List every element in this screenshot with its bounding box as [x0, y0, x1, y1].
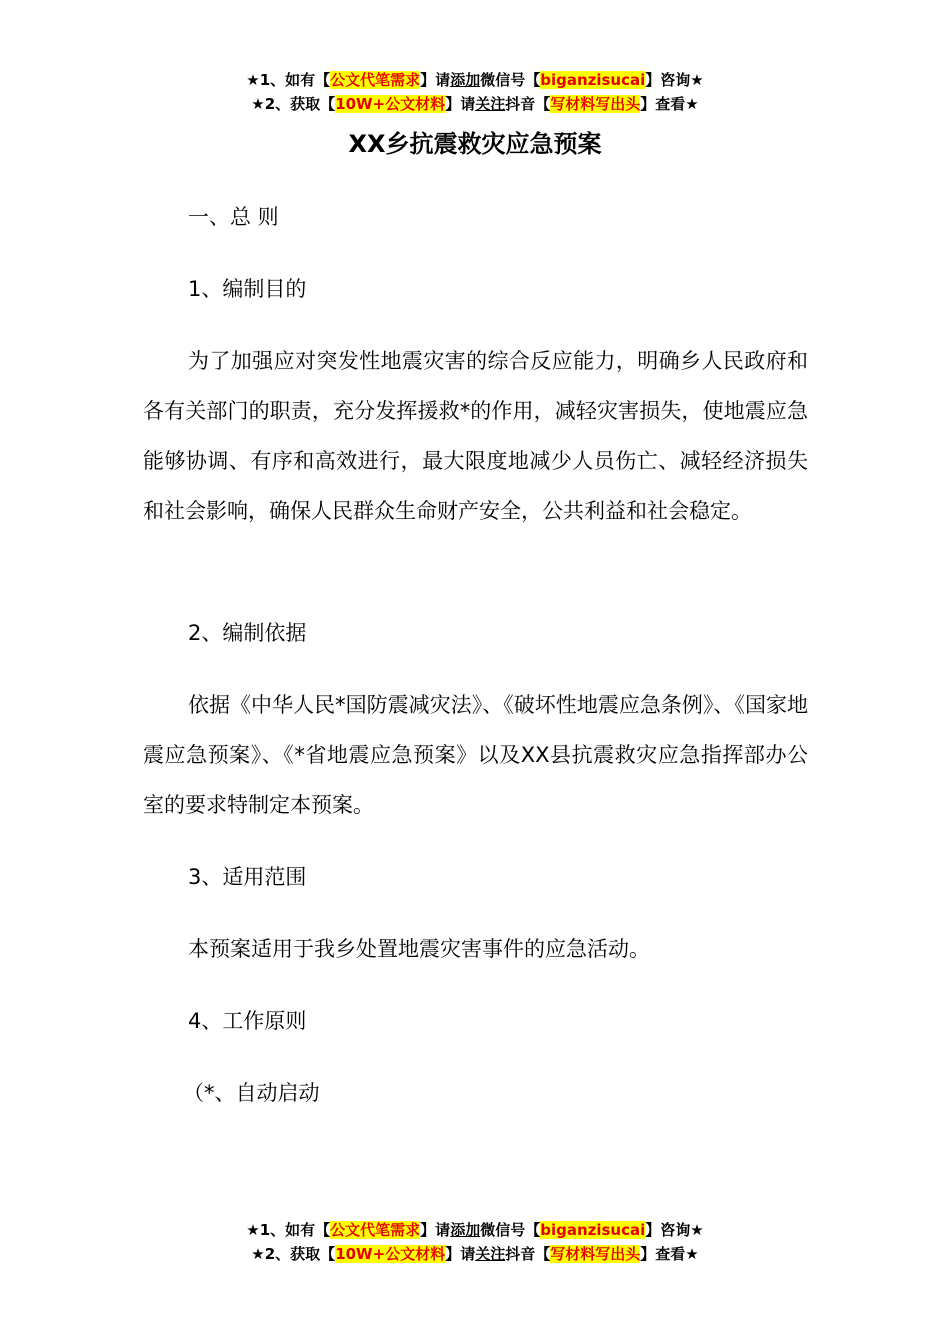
promo-text: ★2、获取【	[251, 1245, 336, 1263]
promo-text: 】咨询★	[645, 1221, 704, 1239]
item-heading: 2、编制依据	[188, 621, 307, 645]
promo-highlight: biganzisucai	[540, 1221, 646, 1239]
promo-highlight: biganzisucai	[540, 71, 646, 89]
promo-line-2	[0, 1242, 950, 1266]
promo-text: ★1、如有【	[246, 1221, 331, 1239]
promo-text: 】查看★	[640, 1245, 699, 1263]
promo-highlight: 公文代笔需求	[330, 1221, 421, 1239]
promo-text: 抖音【	[505, 1245, 551, 1263]
section-heading: 一、总 则	[188, 205, 279, 229]
promo-underlined: 关注	[475, 1245, 506, 1263]
promo-text: 】请	[445, 1245, 476, 1263]
promo-banner-bottom	[0, 1218, 950, 1266]
promo-text: 抖音【	[505, 95, 551, 113]
promo-text: 】请	[445, 95, 476, 113]
item-heading: 1、编制目的	[188, 277, 307, 301]
paragraph-purpose: 为了加强应对突发性地震灾害的综合反应能力，明确乡人民政府和各有关部门的职责，充分发挥援救*的作用，减轻灾害损失，使地震应急能够协调、有序和高效进行，最大限度地减少人员伤亡、减轻经济损失和社会影响，确保人民群众生命财产安全，公共利益和社会稳定。	[143, 349, 808, 523]
promo-text: 】请	[420, 71, 451, 89]
promo-banner-top	[0, 68, 950, 116]
promo-line-2	[0, 92, 950, 116]
promo-highlight: 写材料写出头	[550, 95, 641, 113]
document-title: XX乡抗震救灾应急预案	[348, 130, 602, 158]
promo-highlight: 写材料写出头	[550, 1245, 641, 1263]
promo-underlined: 添加	[450, 71, 481, 89]
promo-line-1	[0, 1218, 950, 1242]
promo-highlight: 10W+公文材料	[335, 1245, 446, 1263]
item-heading: 3、适用范围	[188, 865, 307, 889]
paragraph-basis: 依据《中华人民*国防震减灾法》、《破坏性地震应急条例》、《国家地震应急预案》、《*省地震应急预案》以及XX县抗震救灾应急指挥部办公室的要求特制定本预案。	[143, 693, 808, 817]
promo-text: 】请	[420, 1221, 451, 1239]
promo-text: ★2、获取【	[251, 95, 336, 113]
paragraph-scope: 本预案适用于我乡处置地震灾害事件的应急活动。	[188, 937, 650, 961]
promo-text: ★1、如有【	[246, 71, 331, 89]
item-heading: 4、工作原则	[188, 1009, 307, 1033]
promo-text: 】查看★	[640, 95, 699, 113]
promo-line-1	[0, 68, 950, 92]
promo-text: 微信号【	[480, 71, 541, 89]
promo-underlined: 关注	[475, 95, 506, 113]
promo-text: 微信号【	[480, 1221, 541, 1239]
sub-item-heading: （*、自动启动	[183, 1081, 320, 1105]
promo-highlight: 10W+公文材料	[335, 95, 446, 113]
promo-text: 】咨询★	[645, 71, 704, 89]
promo-highlight: 公文代笔需求	[330, 71, 421, 89]
promo-underlined: 添加	[450, 1221, 481, 1239]
